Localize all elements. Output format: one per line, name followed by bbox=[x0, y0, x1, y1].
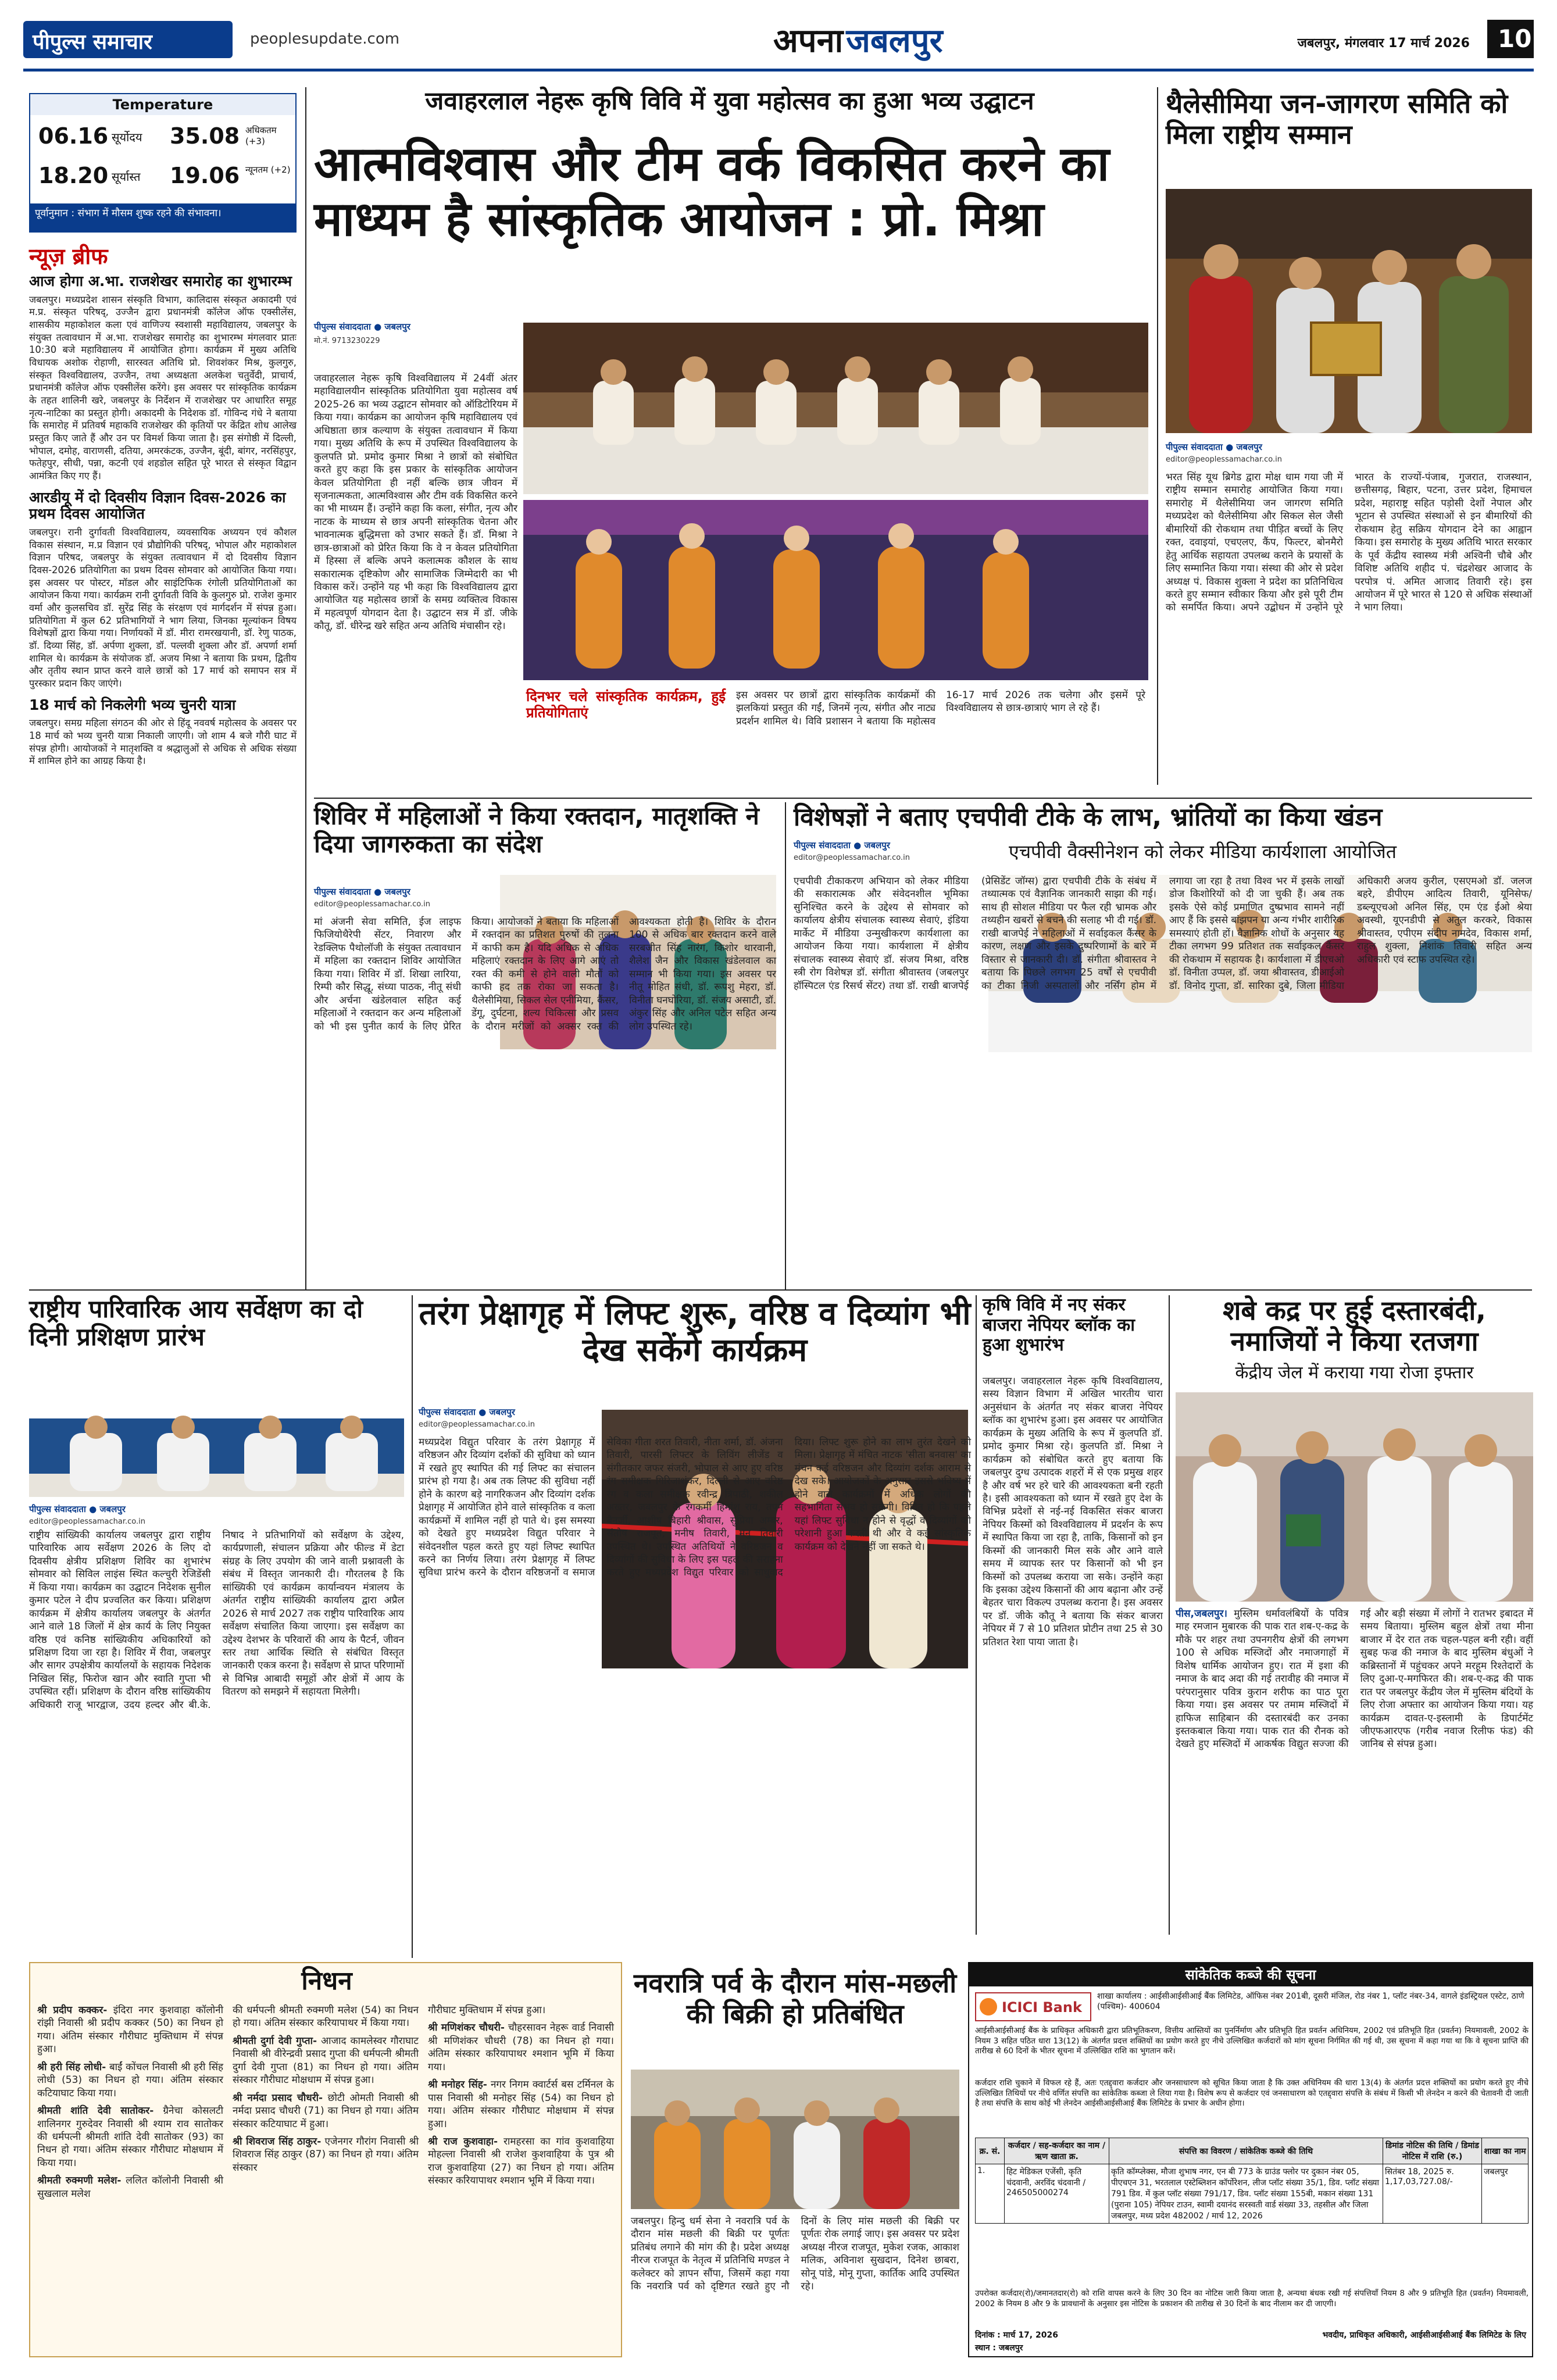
obit-name: श्री प्रदीप कक्कर- bbox=[37, 2004, 108, 2016]
obit-text: नगर निगम क्वार्टर्स बस टर्मिनल के पास निवासी श्री मनोहर सिंह (54) का निधन हो गया। अंतिम संस्कार गौरीघाट मोक्षधाम में संपन्न हुआ। bbox=[428, 2079, 614, 2130]
notice-date: दिनांक : मार्च 17, 2026 bbox=[975, 2331, 1058, 2340]
jail-subhead: केंद्रीय जेल में कराया गया रोजा इफ्तार bbox=[1235, 1363, 1474, 1383]
lead-body: जवाहरलाल नेहरू कृषि विश्वविद्यालय में 24वीं अंतर महाविद्यालयीन सांस्कृतिक प्रतियोगिता युवा महोत्सव वर्ष 2025-26 का भव्य उद्घाटन सोमवार को ऑडिटोरियम में किया गया। कार्यक्रम का आयोजन कृषि महाविद्यालय एवं अधिष्ठाता छात्र कल्याण के संयुक्त तत्वावधान में किया गया। मुख्य अतिथि के रूप में उपस्थित विश्वविद्यालय के कुलपति प्रो. प्रमोद कुमार मिश्रा ने छात्रों को संबोधित करते हुए कहा कि इस प्रकार के सांस्कृतिक आयोजन केवल प्रतियोगिता ही नहीं बल्कि छात्र जीवन में सृजनात्मकता, आत्मविश्वास और टीम वर्क विकसित करने का भी माध्यम हैं। उन्होंने कहा कि कला, संगीत, नृत्य और नाटक के माध्यम से छात्र अपनी सांस्कृतिक चेतना और भावनात्मक बुद्धिमत्ता को उभार सकते हैं। डॉ. मिश्रा ने छात्र-छात्राओं को प्रेरित किया कि वे न केवल प्रतियोगिता में हिस्सा लें बल्कि अपने कलात्मक कौशल के साथ सकारात्मक दृष्टिकोण और सामाजिक जिम्मेदारी का भी विकास करें। उन्होंने यह भी कहा कि विश्वविद्यालय द्वारा आयोजित यह महोत्सव छात्रों के समग्र व्यक्तित्व विकास में महत्वपूर्ण योगदान देता है। उद्घाटन सत्र में डॉ. जीके कौतू, डॉ. धीरेन्द्र खरे सहित अन्य अतिथि मंचासीन रहे। bbox=[314, 373, 517, 632]
brief-1-body: जबलपुर। मध्यप्रदेश शासन संस्कृति विभाग, कालिदास संस्कृत अकादमी एवं म.प्र. संस्कृत परिषद्, उज्जैन द्वारा प्रधानमंत्री कॉलेज ऑफ एक्सीलेंस, शासकीय महाकोशल कला एवं वाणिज्य स्वशासी महाविद्यालय, जबलपुर के संयुक्त तत्वावधान में अ.भा. राजशेखर समारोह का शुभारम्भ मंगलवार प्रातः 10:30 बजे महाविद्यालय में आयोजित होगा। कार्यक्रम में मुख्य अतिथि विधायक अशोक रोहाणी, सारस्वत अतिथि प्रो. शिवशंकर मिश्र, कुलगुरु, संस्कृत विश्वविद्यालय, उज्जैन, तथा अध्यक्षता अलकेश चतुर्वेदी, प्राचार्य, प्रधानमंत्री कॉलेज ऑफ एक्सीलेंस करेंगे। इस अवसर पर सांस्कृतिक कार्यक्रम के तहत शालिनी खरे, जबलपुर के निर्देशन में राजशेखर पर आधारित समूह नृत्य-नाटिका का प्रस्तुत होगी। अकादमी के निदेशक डॉ. गोविन्द गंधे ने बताया कि समारोह में प्रतिवर्ष महाकवि राजशेखर की कृतियों पर केंद्रित शोध आलेख प्रस्तुत किए जाते हैं और उन पर विमर्श किया जाता है। इस संगोष्ठी में दिल्ली, भोपाल, दमोह, वाराणसी, दतिया, अमरकंटक, उज्जैन, बूंदी, बांगर, नरसिंहपुर, फतेहपुर, सीधी, पन्ना, कटनी एवं शहडोल सहित पूरे भारत से संस्कृत विद्वान आमंत्रित किए गए हैं। bbox=[29, 294, 297, 481]
obit-col-2 bbox=[233, 2004, 419, 2174]
thal-body: भरत सिंह यूथ ब्रिगेड द्वारा मोक्ष धाम गया जी में राष्ट्रीय सम्मान समारोह आयोजित किया गया। समारोह में थैलेसीमिया जन जागरण समिति मध्यप्रदेश को थैलेसीमिया और सिकल सेल जैसी बीमारियों की रोकथाम तथा पीड़ित बच्चों के लिए रक्त, दवाइयां, एचएलए, कैंप, फिल्टर, बोनमैरो हेतु आर्थिक सहायता उपलब्ध कराने के प्रयासों के लिए सम्मानित किया गया। संस्था की ओर से प्रदेश अध्यक्ष पं. विकास शुक्ला ने प्रदेश का प्रतिनिधित्व करते हुए सम्मान स्वीकार किया और इसे पूरी टीम को समर्पित किया। अपने उद्बोधन में उन्होंने पूरे भारत के राज्यों-पंजाब, गुजरात, राजस्थान, छत्तीसगढ़, बिहार, पटना, उत्तर प्रदेश, हिमाचल प्रदेश, महाराष्ट्र सहित पड़ोसी देशों नेपाल और भूटान से उपस्थित संस्थाओं से इन बीमारियों की रोकथाम हेतु सक्रिय योगदान देने का आह्वान किया। इस समारोह के मुख्य अतिथि भारत सरकार के पूर्व केंद्रीय स्वास्थ्य मंत्री अश्विनी चौबे और विशिष्ट अतिथि शहीद पं. चंद्रशेखर आजाद के परपोत्र पं. अमित आजाद तिवारी रहे। इस आयोजन में पूरे भारत से 120 से अधिक संस्थाओं ने भाग लिया। bbox=[1166, 471, 1532, 614]
obit-name: श्री नर्मदा प्रसाद चौधरी- bbox=[233, 2092, 323, 2104]
masthead bbox=[23, 17, 1534, 70]
hpv-byline: पीपुल्स संवाददाता bbox=[794, 840, 851, 850]
hpv-city: जबलपुर bbox=[864, 840, 890, 850]
blood-byline-box: पीपुल्स संवाददाता ● जबलपुर editor@peoplessamachar.co.in bbox=[314, 884, 494, 912]
survey-city: जबलपुर bbox=[99, 1504, 126, 1514]
col-divider-bottom-1 bbox=[412, 1295, 413, 1958]
tarang-email: editor@peoplessamachar.co.in bbox=[419, 1420, 535, 1429]
obit-name: श्री शिवराज सिंह ठाकुर- bbox=[233, 2135, 322, 2147]
obit-entry bbox=[428, 2078, 614, 2131]
notice-th: क्र. सं. bbox=[976, 2138, 1005, 2164]
notice-para-1: आईसीआईसीआई बैंक के प्राधिकृत अधिकारी द्वारा प्रतिभूतिकरण, वित्तीय आस्तियों का पुनर्निर्माण और प्रतिभूति हित प्रवर्तन अधिनियम, 2002 एवं प्रतिभूति हित (प्रवर्तन) नियमावली, 2002 के नियम 3 सहित पठित धारा 13(12) के अंतर्गत प्रदत्त शक्तियों का प्रयोग करते हुए नीचे उल्लिखित कर्जदारों को मांग सूचना निर्गमित की गई थी, उस सूचना में कहा गया था कि वे सूचना प्राप्ति की तारीख से 60 दिनों के भीतर सूचना में उल्लिखित राशि का भुगतान करें। bbox=[975, 2026, 1529, 2056]
thal-city: जबलपुर bbox=[1236, 442, 1262, 452]
jail-headline: शबे कद्र पर हुई दस्तारबंदी, नमाजियों ने किया रतजगा bbox=[1223, 1295, 1486, 1357]
hpv-headline: विशेषज्ञों ने बताए एचपीवी टीके के लाभ, भ्रांतियों का किया खंडन bbox=[794, 803, 1383, 832]
navratri-photo bbox=[631, 2070, 959, 2209]
weather-forecast: पूर्वानुमान : संभाग में मौसम शुष्क रहने की संभावना। bbox=[30, 203, 295, 231]
survey-email: editor@peoplessamachar.co.in bbox=[29, 1517, 145, 1526]
obit-entry bbox=[37, 2104, 223, 2170]
brand-logo[interactable] bbox=[23, 21, 233, 58]
notice-title: सांकेतिक कब्जे की सूचना bbox=[969, 1963, 1532, 1986]
obit-entry bbox=[233, 2092, 419, 2131]
navratri-headline: नवरात्रि पर्व के दौरान मांस-मछली की बिक्री हो प्रतिबंधित bbox=[633, 1967, 957, 2029]
jail-body: मुस्लिम धर्मावलंबियों के पवित्र माह रमजान मुबारक की पाक रात शब-ए-कद्र के मौके पर शहर तथा उपनगरीय क्षेत्रों की लगभग 100 से अधिक मस्जिदों और नमाजगाहों में विशेष धार्मिक आयोजन हुए। रात में इशा की नमाज के बाद अदा की गई तरावीह की नमाज में परंपरानुसार पवित्र कुरान शरीफ का पाठ पूरा किया गया। इस अवसर पर तमाम मस्जिदों में हाफिज साहिबान की दस्तारबंदी कर उनका इस्तकबाल किया गया। पाक रात की रौनक को देखते हुए मस्जिदों में आकर्षक विद्युत सज्जा की गई और बड़ी संख्या में लोगों ने रातभर इबादत में समय बिताया। मुस्लिम बहुल क्षेत्रों तथा मीना बाजार में देर रात तक चहल-पहल बनी रही। वहीं सुबह फज्र की नमाज के बाद मुस्लिम बंधुओं ने कब्रिस्तानों में पहुंचकर अपने मरहूम रिश्तेदारों के लिए दुआ-ए-मगफिरत की। शब-ए-कद्र की पाक रात पर जबलपुर केंद्रीय जेल में मुस्लिम बंदियों के लिए रोजा अफ्तार का आयोजन किया गया। यह कार्यक्रम दावत-ए-इस्लामी के डिपार्टमेंट जीएफआरएफ (गरीब नवाज रिलीफ फंड) की जानिब से संपन्न हुआ। bbox=[1176, 1608, 1533, 1750]
page-number-box bbox=[1487, 20, 1534, 58]
notice-branch: शाखा कार्यालय : आईसीआईसीआई बैंक लिमिटेड, ऑफिस नंबर 201बी, दूसरी मंजिल, रोड नंबर 1, प्लॉट नंबर-34, वागले इंडस्ट्रियल एस्टेट, ठाणे (पश्चिम)- 400604 bbox=[1097, 1992, 1524, 2012]
notice-td: कृति कॉम्प्लेक्स, मौजा शुभाष नगर, एन बी 773 के ग्राउंड फ्लोर पर दुकान नंबर 05, पीएचएन 31, भरतलाल एस्टेब्लिशन कॉर्पोरेशन, लीज प्लॉट संख्या 35/1, डिव. प्लॉट संख्या 791 डिव. में कुल प्लॉट संख्या 791/17, डिव. प्लॉट संख्या 155बी, मकान संख्या 131 (पुराना 105) नेपियर टाउन, स्वामी दयानंद सरस्वती वार्ड संख्या 33, तहसील और जिला जबलपुर, मध्य प्रदेश 482002 / मार्च 12, 2026 bbox=[1109, 2164, 1383, 2224]
notice-footer: उपरोक्त कर्जदार(रो)/जमानतदार(रो) को राशि वापस करने के लिए 30 दिन का नोटिस जारी किया जाता है, अन्यथा बंधक रखी गई संपत्तियाँ नियम 8 और 9 प्रतिभूति हित (प्रवर्तन) नियमावली, 2002 के नियम 8 और 9 के प्रावधानों के अनुसार इस नोटिस के प्रकाशन की तारीख से 30 दिनों के बाद नीलाम कर दी जाएगी। bbox=[975, 2289, 1529, 2308]
lead-kicker: जवाहरलाल नेहरू कृषि विवि में युवा महोत्सव का हुआ भव्य उद्घाटन bbox=[425, 87, 1034, 116]
jail-body-box bbox=[1176, 1607, 1533, 1916]
lead-photo-dignitaries bbox=[523, 323, 1148, 494]
jail-photo bbox=[1176, 1392, 1533, 1602]
lead-headline: आत्मविश्वास और टीम वर्क विकसित करने का माध्यम है सांस्कृतिक आयोजन : प्रो. मिश्रा bbox=[314, 137, 1110, 248]
blood-email: editor@peoplessamachar.co.in bbox=[314, 900, 430, 909]
hpv-byline-box: पीपुल्स संवाददाता ● जबलपुर editor@peoplessamachar.co.in bbox=[794, 837, 968, 866]
lead-byline-box: पीपुल्स संवाददाता ● जबलपुर मो.नं. 9713230229 bbox=[314, 319, 517, 349]
thal-byline: पीपुल्स संवाददाता bbox=[1166, 442, 1223, 452]
blood-headline: शिविर में महिलाओं ने किया रक्तदान, मातृशक्ति ने दिया जागरुकता का संदेश bbox=[314, 802, 759, 859]
tarang-byline-box: पीपुल्स संवाददाता ● जबलपुर editor@peoplessamachar.co.in bbox=[419, 1404, 593, 1432]
blood-body: मां अंजनी सेवा समिति, ईज लाइफ फिजियोथैरेपी सेंटर, निवारण और रेडक्लिफ पैथोलॉजी के संयुक्त तत्वावधान में महिला का रक्तदान शिविर आयोजित किया गया। शिविर में डॉ. शिखा लारिया, रिम्पी कौर सिद्धू, संध्या पाठक, नीतू संधी और अर्चना खंडेलवाल सहित कई महिलाओं ने रक्तदान कर अन्य महिलाओं को भी इस पुनीत कार्य के लिए प्रेरित किया। आयोजकों ने बताया कि महिलाओं में रक्तदान का प्रतिशत पुरुषों की तुलना में काफी कम है। यदि अधिक से अधिक महिलाएं रक्तदान के लिए आगे आएं तो रक्त की कमी से होने वाली मौतों को काफी हद तक रोका जा सकता है। थैलेसीमिया, सिकल सेल एनीमिया, कैंसर, डेंगू, दुर्घटना, शल्य चिकित्सा और प्रसव के दौरान मरीजों को अक्सर रक्त की आवश्यकता होती है। शिविर के दौरान 100 से अधिक बार रक्तदान करने वाले सरबजीत सिंह नारंग, किशोर थारवानी, शैलेश जैन और विकास खंडेलवाल का सम्मान भी किया गया। इस अवसर पर नीतू मोहित संधी, डॉ. रूपशु मेहरा, डॉ. विनीता घनघोरिया, डॉ. संजय असाटी, डॉ. अंकुर सिंह और अनिल पटेल सहित अन्य लोग उपस्थित रहे। bbox=[314, 916, 776, 1032]
sunrise-time: 06.16 bbox=[38, 123, 109, 149]
obit-text: की धर्मपत्नी श्रीमती रुक्मणी मलेश (54) का निधन हो गया। अंतिम संस्कार करियापाथर में किया गया। bbox=[233, 2004, 419, 2029]
obit-text: चौहरसावन नेहरू वार्ड निवासी श्री मणिशंकर चौधरी (78) का निधन हो गया। अंतिम संस्कार करियापाथर श्मशान भूमि में किया गया। bbox=[428, 2022, 614, 2073]
obit-entry bbox=[37, 2061, 223, 2100]
brand-logo-text: पीपुल्स समाचार bbox=[33, 30, 152, 54]
brief-2-headline: आरडीयू में दो दिवसीय विज्ञान दिवस-2026 का प्रथम दिवस आयोजित bbox=[29, 488, 286, 523]
navratri-body: जबलपुर। हिन्दु धर्म सेना ने नवरात्रि पर्व के दौरान मांस मछली की बिक्री पर पूर्णतः प्रतिबंध लगाने की मांग की है। प्रदेश अध्यक्ष नीरज राजपूत के नेतृत्व में प्रतिनिधि मण्डल ने कलेक्टर को ज्ञापन सौंपा, जिसमें कहा गया कि नवरात्रि पर्व को दृष्टिगत रखते हुए नौ दिनों के लिए मांस मछली की बिक्री पर पूर्णतः रोक लगाई जाए। इस अवसर पर प्रदेश अध्यक्ष नीरज राजपूत, मुकेश रजक, आकाश मलिक, अविनाश सुखदान, दिनेश छाबरा, सोनू पांडे, मोनू गुप्ता, कार्तिक आदि उपस्थित रहे। bbox=[631, 2215, 959, 2293]
obit-entry bbox=[233, 2135, 419, 2174]
issue-date: जबलपुर, मंगलवार 17 मार्च 2026 bbox=[1297, 36, 1470, 51]
obit-entry bbox=[233, 2004, 419, 2030]
notice-box bbox=[968, 1962, 1533, 2357]
min-temp: 19.06 bbox=[170, 163, 240, 188]
weather-box bbox=[29, 93, 297, 233]
lead-subhead: दिनभर चले सांस्कृतिक कार्यक्रम, हुई प्रतियोगिताएं bbox=[526, 688, 726, 721]
min-label: न्यूनतम (+2) bbox=[245, 165, 291, 175]
obit-entry bbox=[37, 2174, 223, 2200]
obit-col-1 bbox=[37, 2004, 223, 2200]
obit-text: ललित कॉलोनी निवासी श्री सुखलाल मलेश bbox=[37, 2175, 223, 2200]
obit-entry bbox=[428, 2004, 614, 2017]
obit-name: श्री हरी सिंह लोधी- bbox=[37, 2061, 106, 2073]
brief-title: न्यूज़ ब्रीफ bbox=[29, 244, 108, 269]
notice-th: संपत्ति का विवरण / सांकेतिक कब्जे की तिथि bbox=[1109, 2138, 1383, 2164]
col-divider-bottom-3 bbox=[1169, 1295, 1170, 1935]
thal-email: editor@peoplessamachar.co.in bbox=[1166, 455, 1282, 464]
notice-signatory: भवदीय, प्राधिकृत अधिकारी, आईसीआईसीआई बैंक लिमिटेड के लिए bbox=[1322, 2331, 1526, 2340]
lead-photo-dancers bbox=[523, 500, 1148, 680]
survey-headline: राष्ट्रीय पारिवारिक आय सर्वेक्षण का दो दिनी प्रशिक्षण प्रारंभ bbox=[29, 1295, 363, 1352]
obit-box bbox=[29, 1962, 622, 2357]
hpv-body: एचपीवी टीकाकरण अभियान को लेकर मीडिया की सकारात्मक और संवेदनशील भूमिका सुनिश्चित करने के उद्देश्य से सोमवार को कार्यालय क्षेत्रीय संचालक स्वास्थ्य सेवाएं, इंडिया मार्केट में मीडिया उन्मुखीकरण कार्यशाला का आयोजन किया गया। कार्यशाला में क्षेत्रीय संचालक स्वास्थ्य सेवाएं डॉ. संजय मिश्रा, वरिष्ठ स्त्री रोग विशेषज्ञ डॉ. संगीता श्रीवास्तव (जबलपुर हॉस्पिटल एंड रिसर्च सेंटर) तथा डॉ. राखी बाजपेई (प्रेसिडेंट जॉग्स) द्वारा एचपीवी टीके के संबंध में तथ्यात्मक एवं वैज्ञानिक जानकारी साझा की गई। साथ ही सोशल मीडिया पर फैल रही भ्रामक और तथ्यहीन खबरों से बचने की सलाह भी दी गई। डॉ. राखी बाजपेई ने महिलाओं में सर्वाइकल कैंसर के कारण, लक्षण और इसके दुष्परिणामों के बारे में विस्तार से जानकारी दी। डॉ. संगीता श्रीवास्तव ने बताया कि पिछले लगभग 25 वर्षों से एचपीवी का टीका निजी अस्पतालों और नर्सिंग होम में लगाया जा रहा है तथा विश्व भर में इसके लाखों डोज किशोरियों को दी जा चुकी हैं। अब तक इसके ऐसे कोई प्रमाणित दुष्प्रभाव सामने नहीं आए हैं कि इससे बांझपन या अन्य गंभीर शारीरिक समस्याएं होती हों। वैज्ञानिक शोधों के अनुसार यह टीका लगभग 99 प्रतिशत तक सर्वाइकल कैंसर की रोकथाम में सहायक है। कार्यशाला में डीएचओ डॉ. विनीता उप्पल, डॉ. जया श्रीवास्तव, डीआईओ डॉ. विनोद गुप्ता, डॉ. सारिका दुबे, जिला मीडिया अधिकारी अजय कुरील, एसएमओ डॉ. जलज बहरे, डीपीएम आदित्य तिवारी, यूनिसेफ/डब्ल्यूएचओ अनिल सिंह, एम एंड ईओ श्रेया अवस्थी, यूएनडीपी से अतुल करकरे, विकास श्रीवास्तव, एपीएम संदीप नामदेव, विकास शर्मा, राहुल शुक्ला, निशांक तिवारी सहित अन्य अधिकारी एवं स्टाफ उपस्थित रहे। bbox=[794, 875, 1532, 992]
page-number: 10 bbox=[1498, 24, 1532, 53]
hpv-email: editor@peoplessamachar.co.in bbox=[794, 853, 910, 862]
hpv-subhead: एचपीवी वैक्सीनेशन को लेकर मीडिया कार्यशाला आयोजित bbox=[1009, 841, 1397, 863]
obit-entry bbox=[233, 2035, 419, 2087]
obit-entry bbox=[428, 2021, 614, 2074]
obit-entry bbox=[37, 2004, 223, 2056]
notice-table-row bbox=[976, 2164, 1529, 2224]
tarang-byline: पीपुल्स संवाददाता bbox=[419, 1407, 476, 1417]
obit-text: आजाद कामलेस्वर गौराघाट निवासी श्री वीरेन्द्रवी प्रसाद गुप्ता की धर्मपत्नी श्रीमती दुर्गा देवी गुप्ता (81) का निधन हो गया। अंतिम संस्कार गौरीघाट मोक्षधाम में संपन्न हुआ। bbox=[233, 2035, 419, 2086]
brief-column bbox=[29, 273, 297, 767]
weather-title: Temperature bbox=[30, 94, 295, 115]
brief-1-headline: आज होगा अ.भा. राजशेखर समारोह का शुभारम्भ bbox=[29, 273, 292, 290]
krishi-headline: कृषि विवि में नए संकर बाजरा नेपियर ब्लॉक का हुआ शुभारंभ bbox=[983, 1295, 1135, 1355]
obit-text: एजेनगर गौरांग निवासी श्री शिवराज सिंह ठाकुर (87) का निधन हो गया। अंतिम संस्कार bbox=[233, 2135, 419, 2174]
thal-photo bbox=[1166, 189, 1532, 433]
survey-byline: पीपुल्स संवाददाता bbox=[29, 1504, 86, 1514]
max-temp: 35.08 bbox=[170, 123, 240, 149]
obit-entry bbox=[428, 2135, 614, 2188]
notice-th: कर्जदार / सह-कर्जदार का नाम / ऋण खाता क्र. bbox=[1005, 2138, 1109, 2164]
tarang-body: मध्यप्रदेश विद्युत परिवार के तरंग प्रेक्षागृह में वरिष्ठजन और दिव्यांग दर्शकों की सुविधा को ध्यान में रखते हुए स्थापित की गई लिफ्ट का संचालन प्रारंभ हो गया है। अब तक लिफ्ट की सुविधा नहीं होने के कारण बड़े नागरिकजन और दिव्यांग दर्शक प्रेक्षागृह में आयोजित होने वाले सांस्कृतिक व कला कार्यक्रमों में शामिल नहीं हो पाते थे। इस समस्या को देखते हुए मध्यप्रदेश विद्युत परिवार ने संवेदनशील पहल करते हुए यहां लिफ्ट स्थापित करने का निर्णय लिया। तरंग प्रेक्षागृह में लिफ्ट सुविधा प्रारंभ करने के दौरान वरिष्ठजनों व समाज सेविका गीता शरत तिवारी, नीता शर्मा, डॉ. अंजना तिवारी, पारसी लिफ्टर के लिविंग लीजेंड व संगीतकार जफर संजरी, भोपाल से आए हुए वरिष्ठ रंग समीक्षक गिरिजाशंकर, दिल्ली से आए वरिष्ठ रंग व कला समीक्षक रवीन्द्र त्रिपाठी, शकील अख्तर, जबलपुर के रंगकर्मी हिमांशु राय, तपन बैनर्जी, आशीष बिहारी श्रीवास, सुप्रिया अम्बर, संतोष राजपूत, मनीष तिवारी, मनु तिवारी उपस्थित थे। उपस्थित अतिथियों ने वरिष्ठजन व दिव्यांगों की सुविधा के लिए इस पहल की सराहना करते हुए मध्यप्रदेश विद्युत परिवार को साधुवाद दिया। लिफ्ट शुरू होने का लाभ तुरंत देखने को मिला। प्रेक्षागृह में मंचित नाटक 'सीता बनवास' का मंचन कई वरिष्ठजन और दिव्यांग दर्शक आराम से देख सके। आयोजकों के अनुसार इससे भविष्य में होने वाले कार्यक्रमों में अधिक लोगों की सहभागिता संभव हो सकेगी। विदित हो कि पहले यहां लिफ्ट सुविधा न होने से वृद्धों व दिव्यांगों को परेशानी हुआ करती थी और वे कई सांस्कृतिक कार्यक्रम को देखने नहीं जा सकते थे। bbox=[419, 1436, 971, 1579]
hpv-body-mask bbox=[983, 872, 1535, 1057]
obit-name: श्रीमती शांति देवी सातोकर- bbox=[37, 2105, 154, 2117]
notice-td: सितंबर 18, 2025 रु. 1,17,03,727.08/- bbox=[1383, 2164, 1482, 2224]
col-divider-left bbox=[305, 87, 306, 1291]
obit-name: श्रीमती रुक्मणी मलेश- bbox=[37, 2175, 122, 2187]
survey-byline-box: पीपुल्स संवाददाता ● जबलपुर editor@peoplessamachar.co.in bbox=[29, 1501, 209, 1530]
notice-th: डिमांड नोटिस की तिथि / डिमांड नोटिस में राशि (रु.) bbox=[1383, 2138, 1482, 2164]
obit-name: श्री मनोहर सिंह- bbox=[428, 2079, 487, 2091]
section-title-b: जबलपुर bbox=[846, 22, 943, 60]
section-rule-2 bbox=[29, 1289, 1532, 1291]
obit-col-3 bbox=[428, 2004, 614, 2188]
tarang-city: जबलपुर bbox=[489, 1407, 515, 1417]
obit-text: इंदिरा नगर कुशवाहा कॉलोनी रांझी निवासी श्री प्रदीप कक्कर (50) का निधन हो गया। अंतिम संस्कार गौरीघाट मुक्तिधाम में संपन्न हुआ। bbox=[37, 2004, 224, 2056]
site-url[interactable]: peoplesupdate.com bbox=[250, 30, 400, 48]
notice-para-2: कर्जदार राशि चुकाने में विफल रहे हैं, अतः एतद्द्वारा कर्जदार और जनसाधारण को सूचित किया जाता है कि उक्त अधिनियम की धारा 13(4) के अंतर्गत प्रदत्त शक्तियों का प्रयोग करते हुए नीचे उल्लिखित तिथियों पर नीचे वर्णित संपत्ति का सांकेतिक कब्जा ले लिया गया है। विशेष रूप से कर्जदार एवं जनसाधारण को एतद्द्वारा संपत्ति के संबंध में किसी भी लेनदेन न करने की चेतावनी दी जाती है तथा संपत्ति के साथ कोई भी लेनदेन आईसीआईसीआई बैंक लिमिटेड के प्रभार के अधीन होगा। bbox=[975, 2078, 1529, 2109]
blood-city: जबलपुर bbox=[384, 887, 410, 897]
survey-body: राष्ट्रीय सांख्यिकी कार्यालय जबलपुर द्वारा राष्ट्रीय पारिवारिक आय सर्वेक्षण 2026 के लिए दो दिवसीय क्षेत्रीय प्रशिक्षण शिविर का शुभारंभ सोमवार को सिविल लाइंस स्थित कल्चुरी रेजिडेंसी में किया गया। कार्यक्रम का उद्घाटन निदेशक सुनील कुमार पटेल ने दीप प्रज्वलित कर किया। प्रशिक्षण कार्यक्रम में क्षेत्रीय कार्यालय जबलपुर के अंतर्गत आने वाले 18 जिलों में क्षेत्र कार्य के लिए नियुक्त वरिष्ठ एवं कनिष्ठ सांख्यिकीय अधिकारियों को प्रशिक्षण दिया जा रहा है। शिविर में रीवा, जबलपुर और सागर उपक्षेत्रीय कार्यालयों के सहायक निदेशक निखिल सिंह, फिरोज खान और स्वाति गुप्ता भी उपस्थित रहीं। प्रशिक्षण के दौरान वरिष्ठ सांख्यिकीय अधिकारी राजू भारद्वाज, उदय हल्दर और बी.के. निषाद ने प्रतिभागियों को सर्वेक्षण के उद्देश्य, कार्यप्रणाली, संचालन प्रक्रिया और फील्ड में डेटा संग्रह के लिए उपयोग की जाने वाली प्रश्नावली के संबंध में विस्तृत जानकारी दी। गौरतलब है कि सांख्यिकी एवं कार्यक्रम कार्यान्वयन मंत्रालय के अंतर्गत राष्ट्रीय सांख्यिकी कार्यालय द्वारा अप्रैल 2026 से मार्च 2027 तक राष्ट्रीय पारिवारिक आय सर्वेक्षण संचालित किया जाएगा। इस सर्वेक्षण का उद्देश्य देशभर के परिवारों की आय के पैटर्न, जीवन स्तर तथा आर्थिक स्थिति से संबंधित विस्तृत जानकारी एकत्र करना है। सर्वेक्षण से प्राप्त परिणामों से विभिन्न आबादी समूहों और क्षेत्रों में आय के वितरण को समझने में सहायता मिलेगी। bbox=[29, 1530, 404, 1711]
section-rule-1 bbox=[314, 798, 1532, 799]
notice-td: जबलपुर bbox=[1482, 2164, 1529, 2224]
tarang-headline: तरंग प्रेक्षागृह में लिफ्ट शुरू, वरिष्ठ व दिव्यांग भी देख सकेंगे कार्यक्रम bbox=[419, 1295, 971, 1369]
notice-th: शाखा का नाम bbox=[1482, 2138, 1529, 2164]
thal-byline-box: पीपुल्स संवाददाता ● जबलपुर editor@peoplessamachar.co.in bbox=[1166, 439, 1343, 467]
lead-city: जबलपुर bbox=[384, 321, 410, 332]
thal-headline: थैलेसीमिया जन-जागरण समिति को मिला राष्ट्रीय सम्मान bbox=[1166, 88, 1508, 150]
obit-text: बाईं कोंचल निवासी श्री हरी सिंह लोधी (53) का निधन हो गया। अंतिम संस्कार कटियाघाट किया गया। bbox=[37, 2061, 224, 2099]
notice-place: स्थान : जबलपुर bbox=[975, 2343, 1023, 2353]
jail-place: पीस,जबलपुर। bbox=[1176, 1608, 1227, 1620]
brief-3-headline: 18 मार्च को निकलेगी भव्य चुनरी यात्रा bbox=[29, 696, 236, 713]
obit-text: छोटी ओमती निवासी श्री नर्मदा प्रसाद चौधरी (71) का निधन हो गया। अंतिम संस्कार कटियाघाट में हुआ। bbox=[233, 2092, 419, 2130]
sunrise-label: सूर्योदय bbox=[112, 130, 142, 144]
icici-logo-icon bbox=[980, 1998, 997, 2016]
col-divider-bottom-2 bbox=[976, 1295, 977, 1935]
brief-2-body: जबलपुर। रानी दुर्गावती विश्वविद्यालय, व्यवसायिक अध्ययन एवं कौशल विकास संस्थान, म.प्र विज्ञान एवं प्रौद्योगिकी परिषद्, भोपाल और महाकोशल विज्ञान परिषद, जबलपुर के संयुक्त तत्वावधान में दो दिवसीय विज्ञान दिवस-2026 प्रतियोगिता का प्रथम दिवस सोमवार को आयोजित किया गया। इस अवसर पर पोस्टर, मॉडल और साइंटिफिक रंगोली प्रतियोगिताओं का आयोजन किया गया। कार्यक्रम रानी दुर्गावती विवि के कुलगुरु प्रो. राजेश कुमार वर्मा और कुलसचिव डॉ. सुरेंद्र सिंह के संरक्षण एवं मार्गदर्शन में संपन्न हुआ। प्रतियोगिता में कुल 62 प्रतिभागियों ने भाग लिया, जिनका मूल्यांकन विषय विशेषज्ञों द्वारा किया गया। निर्णायकों में डॉ. मीरा रामरखयानी, डॉ. रेणु पाठक, डॉ. दिव्या सिंह, डॉ. अर्पणा शुक्ला, डॉ. पल्लवी शुक्ला और डॉ. अपर्णा शर्मा शामिल थे। कार्यक्रम के संयोजक डॉ. अजय मिश्रा ने बताया कि प्रथम, द्वितीय और तृतीय स्थान प्राप्त करने वाले छात्रों को 17 मार्च को समापन सत्र में पुरस्कार प्रदान किए जाएंगे। bbox=[29, 527, 297, 689]
notice-table-header bbox=[976, 2138, 1529, 2164]
max-label: अधिकतम (+3) bbox=[245, 125, 277, 146]
brief-3-body: जबलपुर। समग्र महिला संगठन की ओर से हिंदू नववर्ष महोत्सव के अवसर पर 18 मार्च को भव्य चुनरी यात्रा निकाली जाएगी। जो शाम 4 बजे गौरी घाट में संपन्न होगी। आयोजकों ने मातृशक्ति व श्रद्धालुओं से अधिक से अधिक संख्या में शामिल होने का आग्रह किया है। bbox=[29, 717, 297, 767]
lead-mobile: मो.नं. 9713230229 bbox=[314, 337, 380, 345]
blood-byline: पीपुल्स संवाददाता bbox=[314, 887, 371, 897]
obit-title: निधन bbox=[301, 1966, 352, 1996]
notice-td: हिट मेडिकल एजेंसी, कृति चंदवानी, अरविंद चंदवानी / 246505000274 bbox=[1005, 2164, 1109, 2224]
lead-subbody: इस अवसर पर छात्रों द्वारा सांस्कृतिक कार्यक्रमों की झलकियां प्रस्तुत की गईं, जिनमें नृत्य, संगीत और नाट्य प्रदर्शन शामिल थे। विवि प्रशासन ने बताया कि महोत्सव 16-17 मार्च 2026 तक चलेगा और इसमें पूरे विश्वविद्यालय से छात्र-छात्राएं भाग ले रहे हैं। bbox=[736, 689, 1145, 727]
lead-byline: पीपुल्स संवाददाता bbox=[314, 321, 371, 332]
obit-text: रामहरसा का गांव कुशवाहिया मोहल्ला निवासी श्री राजेश कुशवाहिया के पुत्र श्री राज कुशवाहिया (27) का निधन हो गया। अंतिम संस्कार करियापाथर श्मशान भूमि में किया गया। bbox=[428, 2135, 614, 2187]
survey-photo bbox=[29, 1386, 404, 1497]
notice-table bbox=[975, 2138, 1529, 2224]
icici-logo-text: ICICI Bank bbox=[1002, 1999, 1082, 2016]
section-title bbox=[773, 17, 943, 64]
sunset-label: सूर्यास्त bbox=[112, 170, 141, 184]
obit-text: ग्रैनेचा कोसलटी शालिनगर गुरुदेवर निवासी श्री श्याम राव सातोकर की धर्मपत्नी श्रीमती शांति देवी सातोकर (93) का निधन हो गया। अंतिम संस्कार गौरीघाट मोक्षधाम में किया गया। bbox=[37, 2105, 223, 2169]
lead-body-continued bbox=[526, 689, 1145, 794]
obit-text: गौरीघाट मुक्तिधाम में संपन्न हुआ। bbox=[428, 2004, 546, 2016]
col-divider-mid bbox=[785, 802, 786, 1291]
masthead-rule bbox=[23, 69, 1534, 72]
obit-name: श्री मणिशंकर चौधरी- bbox=[428, 2022, 505, 2034]
section-title-a: अपना bbox=[773, 22, 844, 60]
col-divider-right bbox=[1157, 87, 1158, 785]
obit-name: श्री राज कुशवाहा- bbox=[428, 2135, 498, 2147]
icici-logo bbox=[975, 1992, 1091, 2021]
obit-name: श्रीमती दुर्गा देवी गुप्ता- bbox=[233, 2035, 317, 2047]
sunset-time: 18.20 bbox=[38, 163, 109, 188]
notice-td: 1. bbox=[976, 2164, 1005, 2224]
krishi-body: जबलपुर। जवाहरलाल नेहरू कृषि विश्वविद्यालय, सस्य विज्ञान विभाग में अखिल भारतीय चारा अनुसंधान के अंतर्गत नए संकर बाजरा नेपियर ब्लॉक का शुभारंभ हुआ। इस अवसर पर आयोजित कार्यक्रम के मुख्य अतिथि के रूप में कुलपति डॉ. प्रमोद कुमार मिश्रा रहे। कुलपति डॉ. मिश्रा ने कार्यक्रम को संबोधित करते हुए बताया कि जबलपुर दुग्ध उत्पादक शहरों में से एक प्रमुख शहर है और वर्ष भर हरे चारे की आवश्यकता बनी रहती है। इसी आवश्यकता को ध्यान में रखते हुए देश के विभिन्न प्रदेशों से नई-नई विकसित संकर बाजरा नेपियर किस्मों को विश्वविद्यालय में प्रदर्शन के रूप में स्थापित किया जा रहा है, ताकि, किसानों को इन किस्मों की जानकारी मिल सके और आने वाले समय में व्यापक स्तर पर किसानों को भी इन किस्मों को उपलब्ध कराया जा सके। उन्होंने कहा कि इसका उद्देश्य किसानों की आय बढ़ाना और उन्हें बेहतर चारा विकल्प उपलब्ध कराना है। इस अवसर पर डॉ. जीके कौतू ने बताया कि संकर बाजरा नेपियर में 7 से 10 प्रतिशत प्रोटीन तथा 25 से 30 प्रतिशत रेशा पाया जाता है। bbox=[983, 1375, 1163, 1648]
